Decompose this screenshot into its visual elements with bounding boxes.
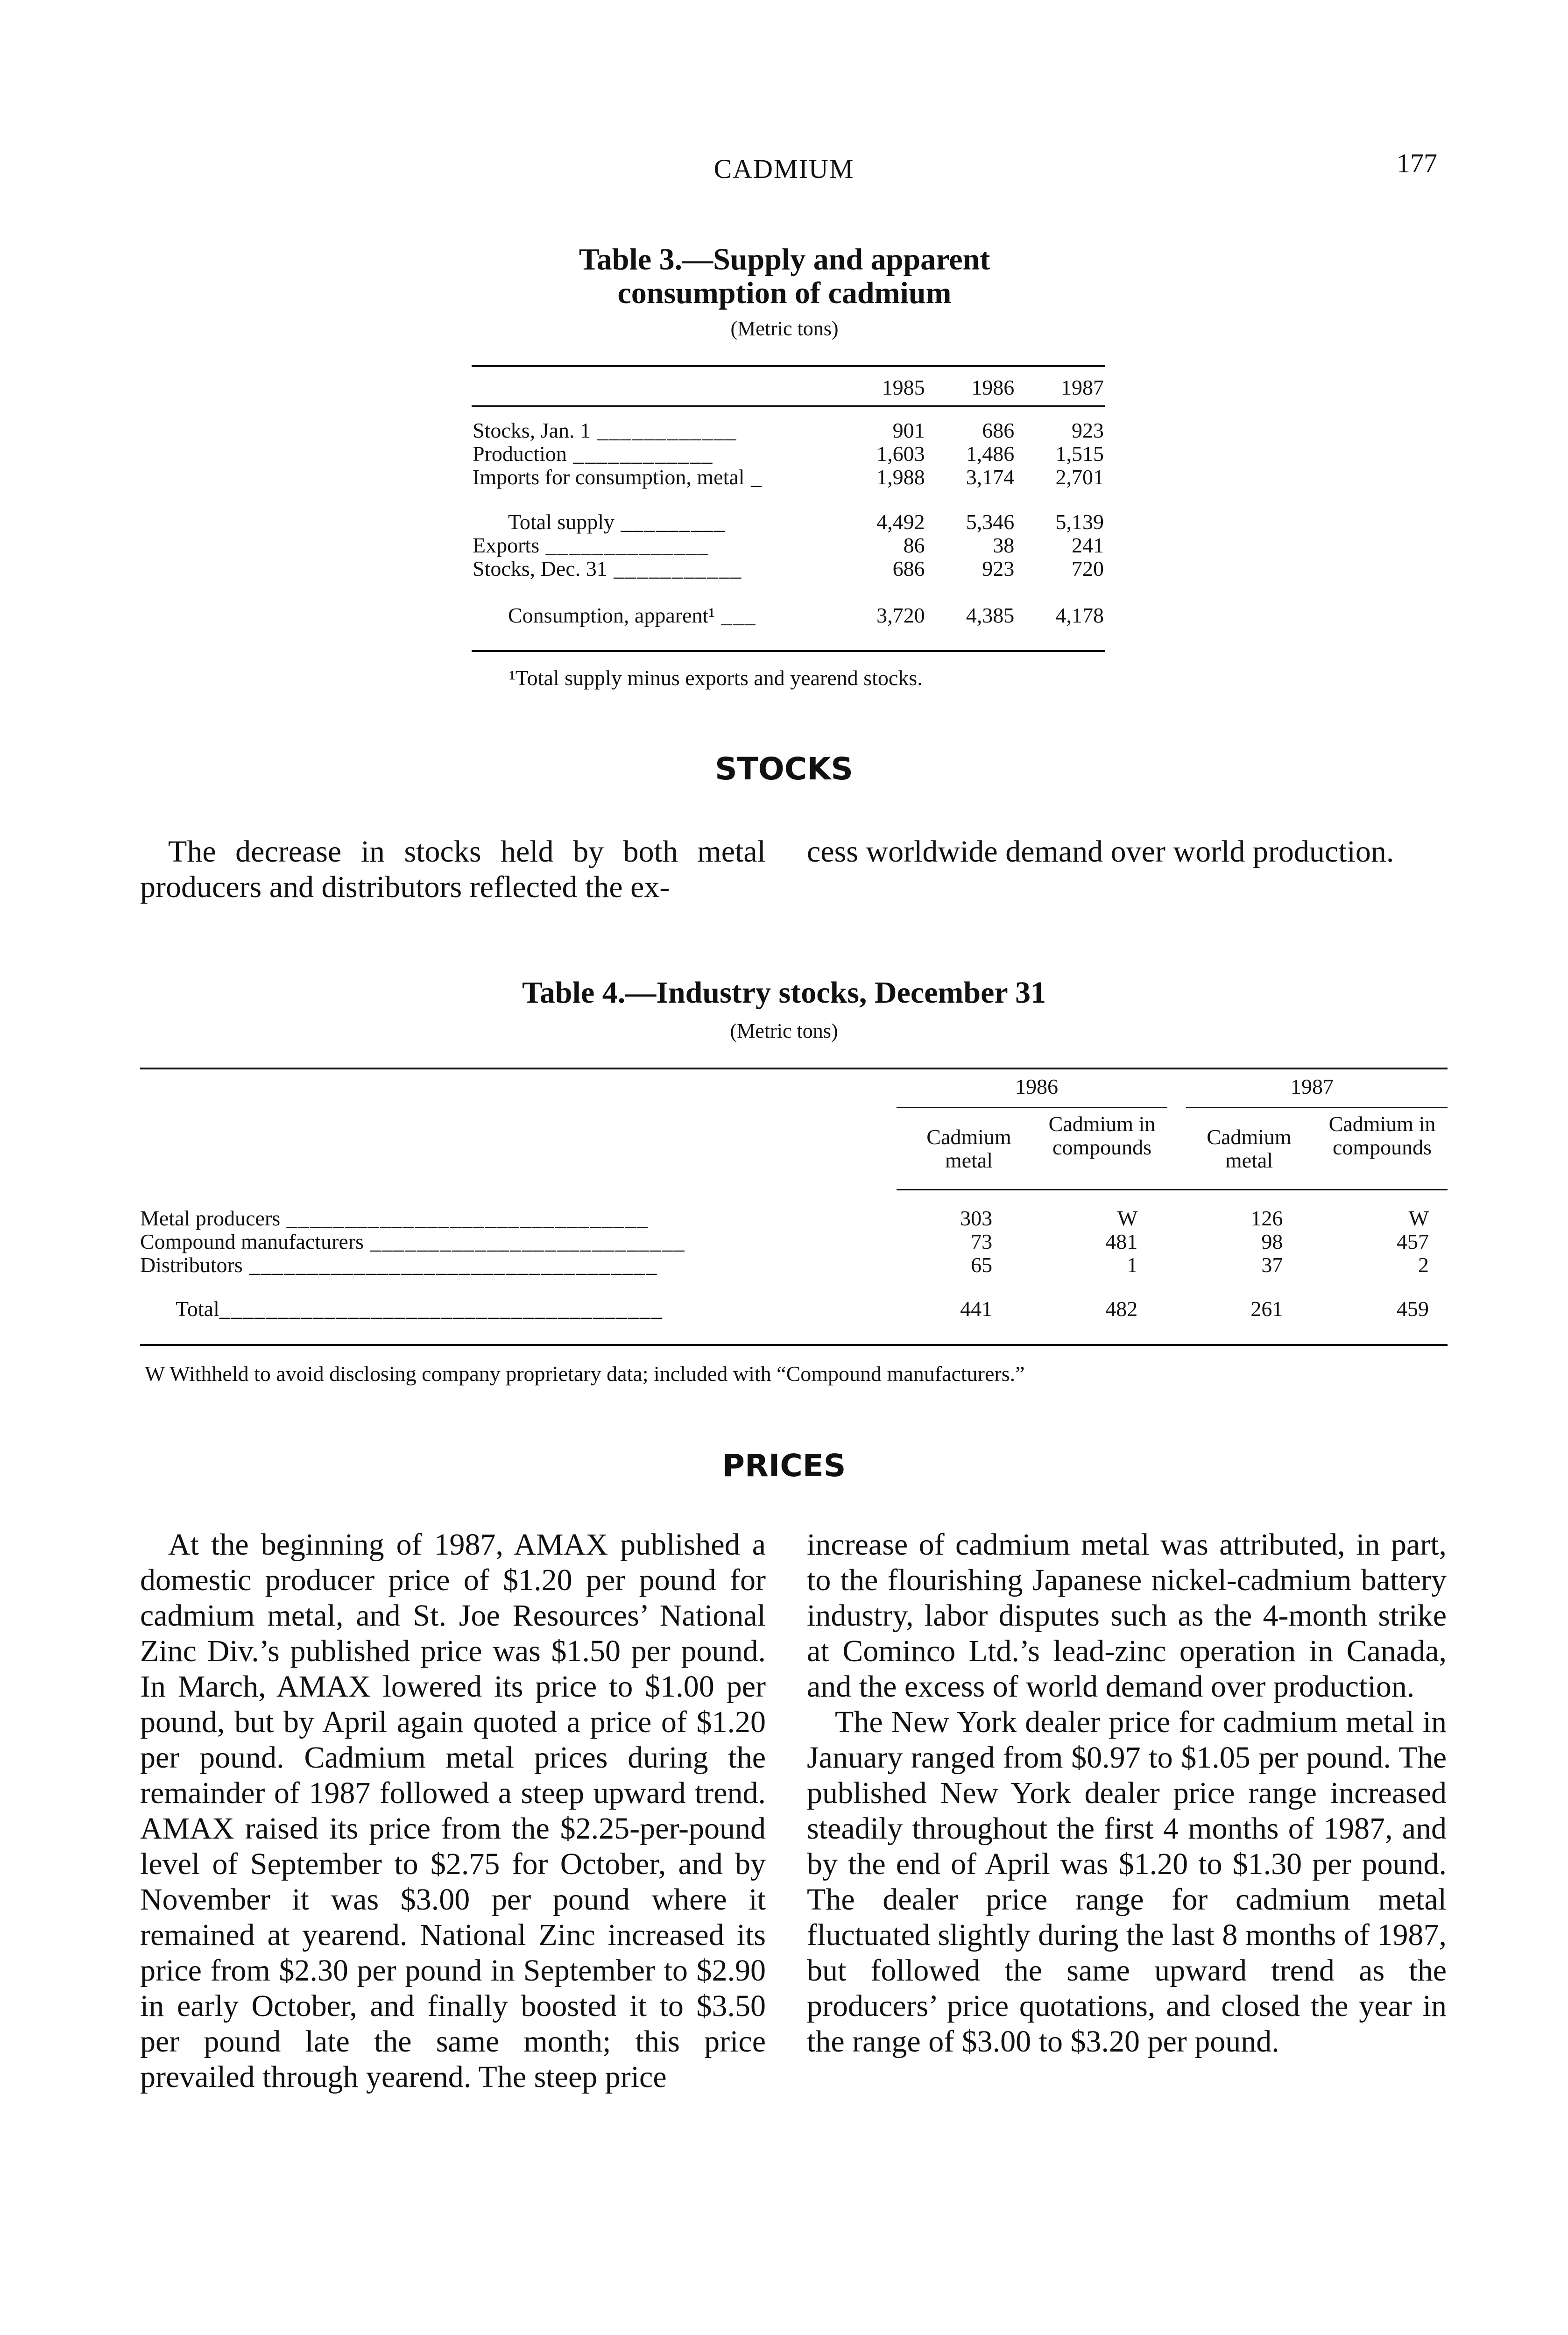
cell-value: 481 [1105, 1230, 1138, 1253]
prices-left-paragraph: At the beginning of 1987, AMAX published a domestic producer price of $1.20 per pound for cadmium metal, and St. Joe Resources’ National Zinc Div.’s published price was $1.50 per pound. In March, AMAX lowered its price to $1.00 per pound, but by April again quoted a price of $1.20 per pound. Cadmium metal prices during the remainder of 1987 followed a steep upward trend. AMAX raised its price from the $2.25-per-pound level of September to $2.75 for October, and by November it was $3.00 per pound where it remained at yearend. National Zinc increased its price from $2.30 per pound in September to $2.90 in early October, and finally boosted it to $3.50 per pound late the same month; this price prevailed through yearend. The steep price [140, 1528, 766, 2094]
table3-top-rule [472, 365, 1105, 367]
row-label: Consumption, apparent¹ [508, 604, 715, 627]
cell-value: 2 [1418, 1253, 1429, 1277]
table3-col-1985: 1985 [882, 375, 925, 399]
table-row: Production ____________ 1,603 1,486 1,515 [473, 442, 1104, 466]
table4-year-underline-1987 [1186, 1107, 1448, 1108]
cell-value: 1,486 [966, 442, 1015, 466]
cell-value: 482 [1105, 1297, 1138, 1321]
table3-units: (Metric tons) [730, 317, 839, 340]
cell-value: 1 [1127, 1253, 1138, 1277]
cell-value: W [1117, 1206, 1138, 1230]
table4-header-rule [897, 1189, 1448, 1190]
row-label: Total [176, 1297, 219, 1321]
cell-value: 457 [1397, 1230, 1429, 1253]
cell-value: W [1408, 1206, 1429, 1230]
cell-value: 901 [892, 418, 925, 442]
table3-title-line1: Table 3.—Supply and apparent [579, 242, 990, 276]
table-row: Distributors ___________________________________ 65 1 37 2 [140, 1253, 1448, 1277]
table-row: Stocks, Dec. 31 ___________ 686 923 720 [473, 557, 1104, 580]
table-row: Total______________________________________ 441 482 261 459 [140, 1297, 1448, 1321]
table4-grid [140, 1207, 1448, 1321]
table4-subheader-4: Cadmium in compounds [1328, 1112, 1436, 1159]
table-row: Imports for consumption, metal _ 1,988 3,174 2,701 [473, 465, 1104, 489]
cell-value: 38 [993, 533, 1015, 557]
table3-grid [473, 376, 1104, 627]
cell-value: 923 [982, 557, 1015, 580]
table4-subheader-2: Cadmium in compounds [1048, 1112, 1156, 1159]
table-row: Consumption, apparent¹ ___ 3,720 4,385 4,178 [508, 603, 1104, 627]
table-row: Compound manufacturers ___________________________ 73 481 98 457 [140, 1230, 1448, 1253]
table4-subheader-1: Cadmium metal [926, 1125, 1011, 1172]
page-number: 177 [1397, 148, 1437, 178]
cell-value: 2,701 [1055, 465, 1104, 489]
table3 [467, 243, 1102, 340]
cell-value: 303 [960, 1206, 993, 1230]
table4-year-1986: 1986 [1015, 1075, 1058, 1098]
cell-value: 73 [971, 1230, 993, 1253]
row-label: Compound manufacturers [140, 1230, 364, 1253]
stocks-right-column [807, 834, 1447, 870]
table-row: Metal producers _______________________________ 303 W 126 W [140, 1207, 1448, 1230]
row-label: Production [473, 442, 567, 466]
table-row: Exports ______________ 86 38 241 [473, 533, 1104, 557]
cell-value: 261 [1250, 1297, 1283, 1321]
row-label: Total supply [508, 510, 615, 534]
table-row: Total supply _________ 4,492 5,346 5,139 [508, 510, 1104, 534]
cell-value: 441 [960, 1297, 993, 1321]
stocks-right-text: cess worldwide demand over world production. [807, 835, 1394, 869]
cell-value: 37 [1261, 1253, 1283, 1277]
cell-value: 459 [1397, 1297, 1429, 1321]
prices-heading: PRICES [722, 1448, 846, 1484]
table3-col-1987: 1987 [1061, 375, 1104, 399]
stocks-left-column [140, 834, 766, 905]
prices-right-paragraph-2: The New York dealer price for cadmium metal in January ranged from $0.97 to $1.05 per pound. The published New York dealer price range increased steadily throughout the first 4 months of 1987, and by the end of April was $1.20 to $1.30 per pound. The dealer price range for cadmium metal fluctuated slightly during the last 8 months of 1987, but followed the same upward trend as the producers’ price quotations, and closed the year in the range of $3.00 to $3.20 per pound. [807, 1705, 1447, 2059]
table4-bottom-rule [140, 1344, 1448, 1346]
cell-value: 3,174 [966, 465, 1015, 489]
table4-title: Table 4.—Industry stocks, December 31 [522, 976, 1046, 1010]
table3-col-1986: 1986 [971, 375, 1015, 399]
cell-value: 4,385 [966, 603, 1015, 627]
prices-right-paragraph-1: increase of cadmium metal was attributed, in part, to the flourishing Japanese nickel-cadmium battery industry, labor disputes such as the 4-month strike at Cominco Ltd.’s lead-zinc operation in Canada, and the excess of world demand over production. [807, 1528, 1447, 1704]
running-header-title: CADMIUM [713, 154, 855, 184]
row-label: Exports [473, 534, 540, 557]
cell-value: 4,178 [1055, 603, 1104, 627]
cell-value: 126 [1250, 1206, 1283, 1230]
table4-subheader-3: Cadmium metal [1207, 1125, 1292, 1172]
cell-value: 5,139 [1055, 510, 1104, 534]
table3-bottom-rule [472, 650, 1105, 652]
table3-footnote: ¹Total supply minus exports and yearend stocks. [509, 666, 923, 690]
cell-value: 1,988 [876, 465, 925, 489]
cell-value: 1,515 [1055, 442, 1104, 466]
table-row: Stocks, Jan. 1 ____________ 901 686 923 [473, 418, 1104, 442]
cell-value: 241 [1072, 533, 1104, 557]
table4-top-rule [140, 1068, 1448, 1069]
stocks-left-text: The decrease in stocks held by both metal producers and distributors reflected the ex- [140, 835, 766, 904]
cell-value: 686 [982, 418, 1015, 442]
cell-value: 98 [1261, 1230, 1283, 1253]
prices-left-column [140, 1527, 766, 2095]
table3-header-row [473, 376, 1104, 399]
table4-year-underline-1986 [897, 1107, 1167, 1108]
cell-value: 923 [1072, 418, 1104, 442]
cell-value: 686 [892, 557, 925, 580]
row-label: Metal producers [140, 1207, 281, 1230]
row-label: Stocks, Jan. 1 [473, 419, 591, 442]
table4-units: (Metric tons) [730, 1019, 838, 1042]
table4-year-1987: 1987 [1291, 1075, 1334, 1098]
row-label: Stocks, Dec. 31 [473, 557, 607, 580]
row-label: Distributors [140, 1253, 243, 1277]
stocks-heading: STOCKS [715, 751, 853, 787]
cell-value: 720 [1072, 557, 1104, 580]
cell-value: 3,720 [876, 603, 925, 627]
cell-value: 65 [971, 1253, 993, 1277]
cell-value: 1,603 [876, 442, 925, 466]
table4-footnote: W Withheld to avoid disclosing company proprietary data; included with “Compound manufacturers.” [145, 1362, 1025, 1386]
table3-title-line2: consumption of cadmium [617, 276, 952, 310]
row-label: Imports for consumption, metal [473, 466, 745, 489]
prices-right-column [807, 1527, 1447, 2059]
cell-value: 4,492 [876, 510, 925, 534]
cell-value: 86 [903, 533, 925, 557]
cell-value: 5,346 [966, 510, 1015, 534]
